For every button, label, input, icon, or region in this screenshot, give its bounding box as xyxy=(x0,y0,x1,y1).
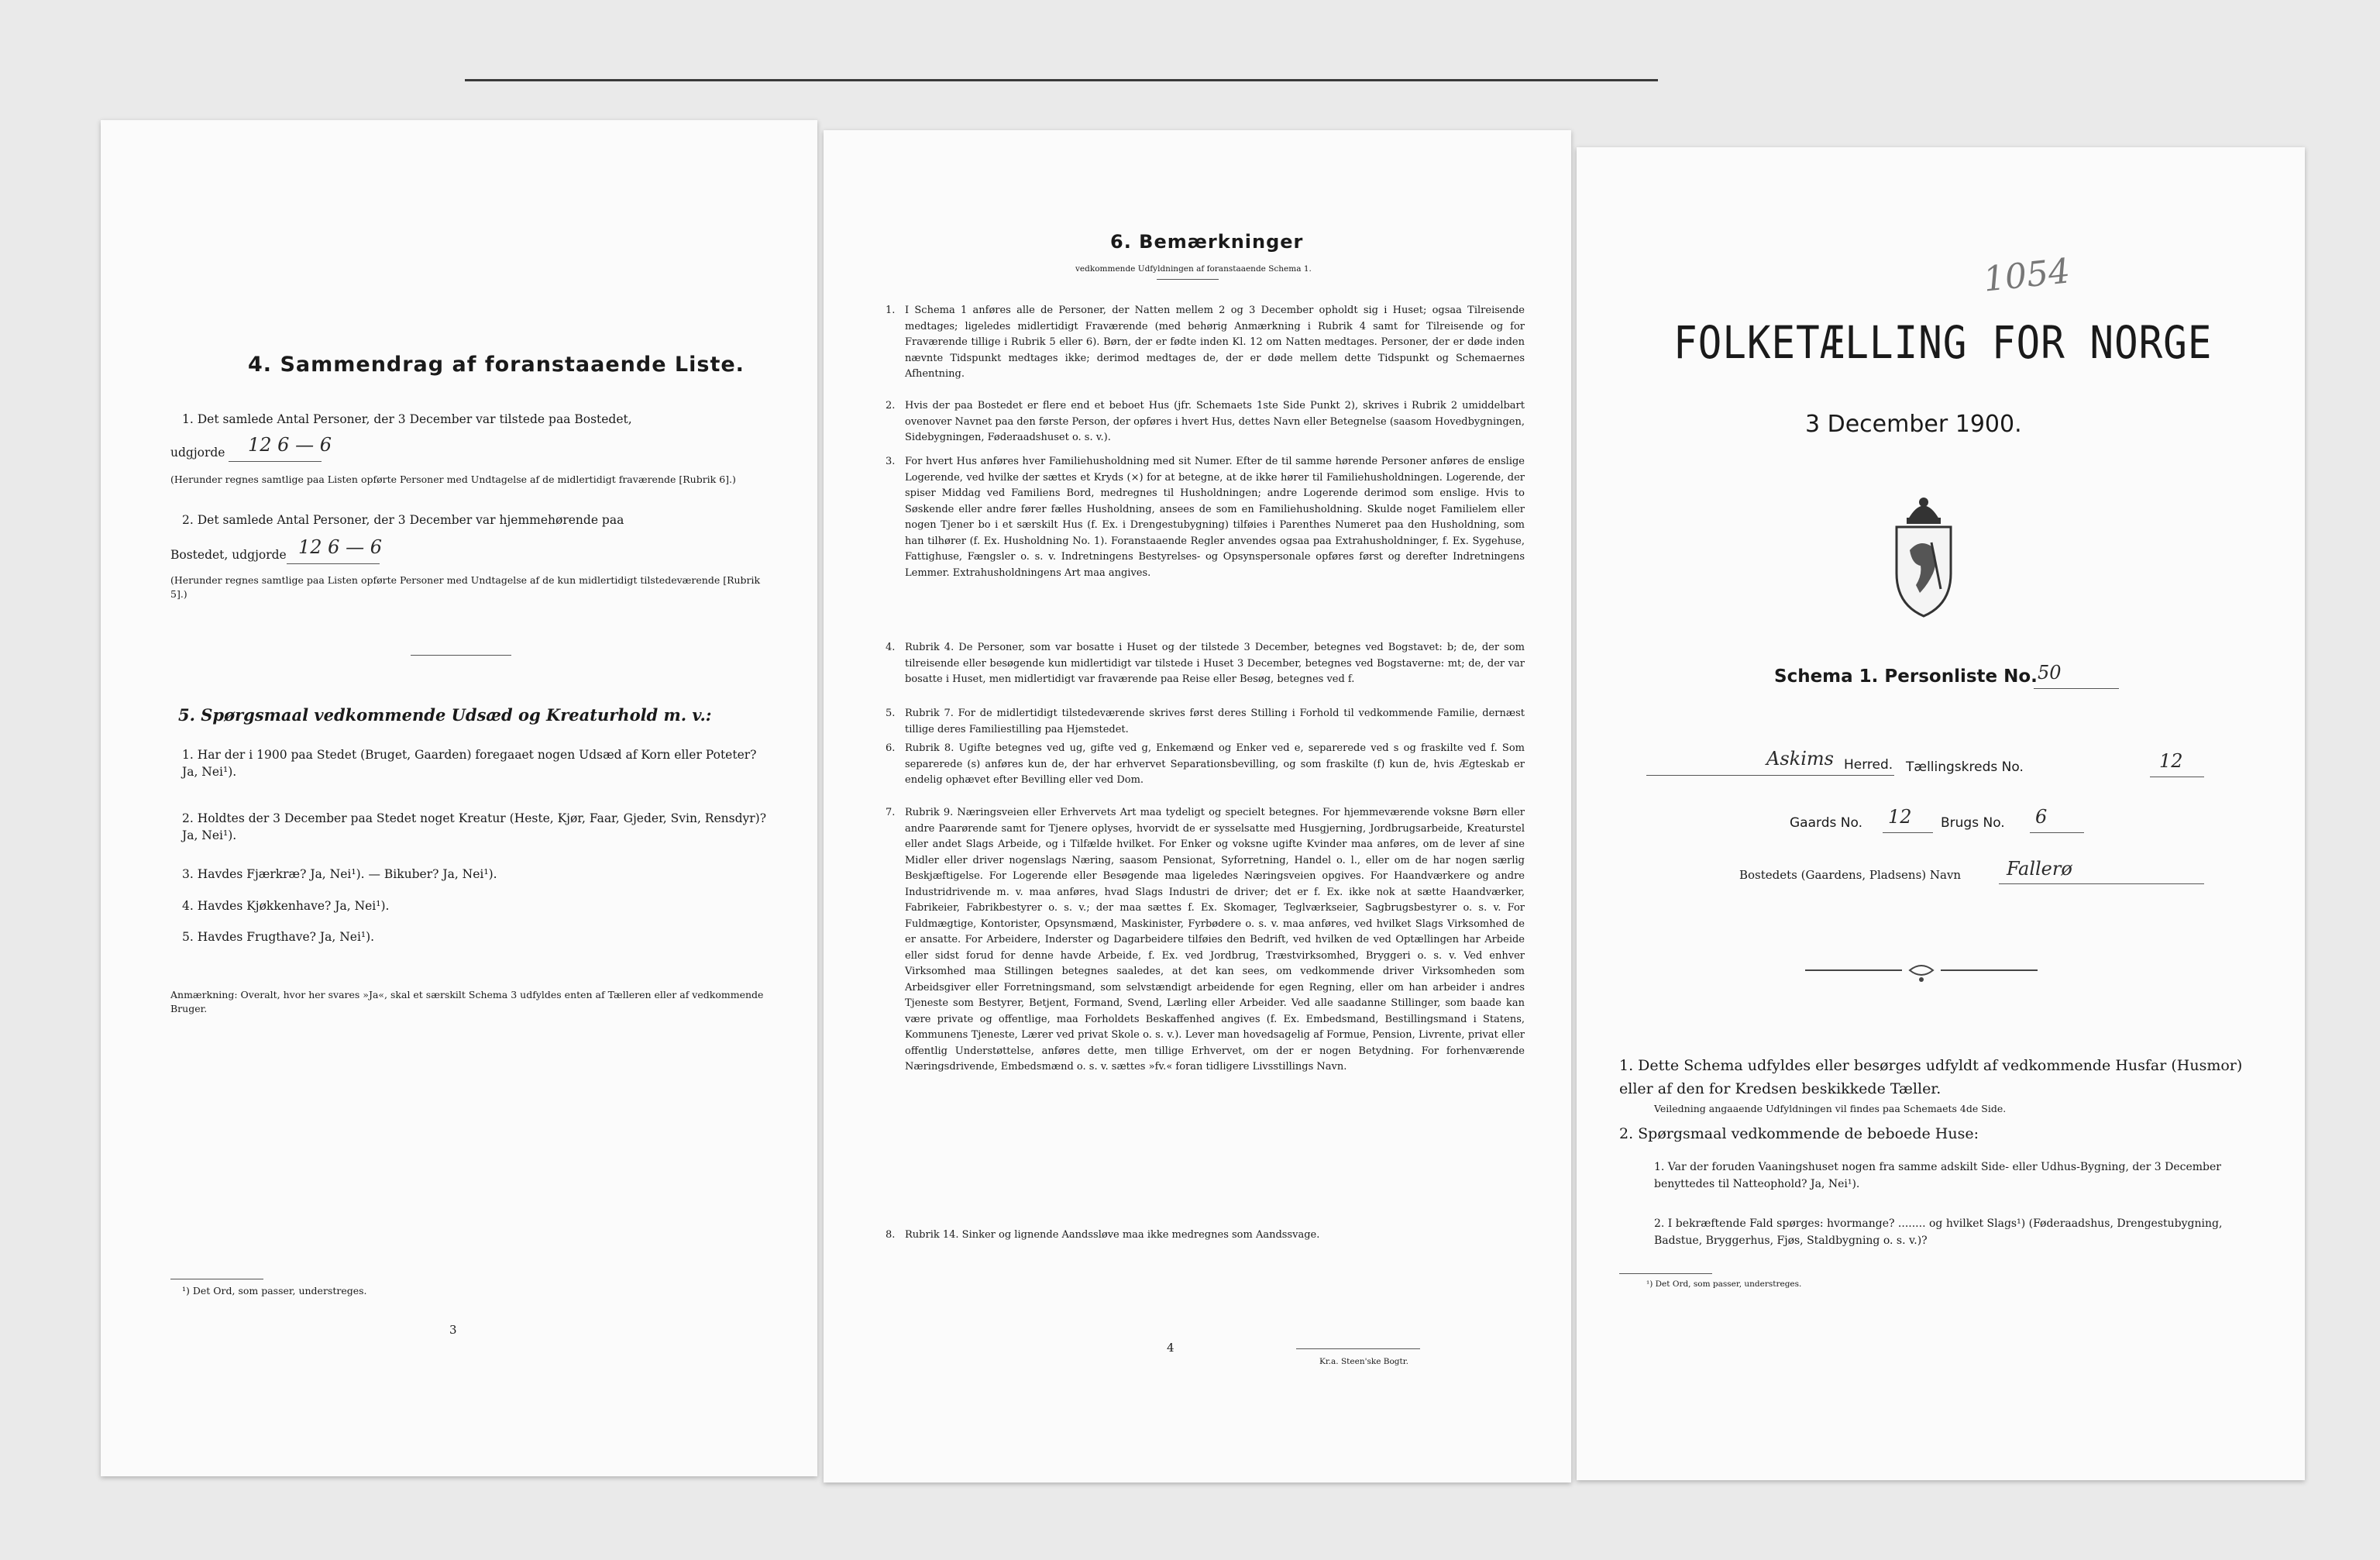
remark-item: I Schema 1 anføres alle de Personer, der Natten mellem 2 og 3 December opholdt sig i Huset; ogsaa Tilreisende medtages; ligeledes midlertidigt Fraværende (med behørig Anmærkning i Rubrik 4 samt for Tilreisende og for Fraværende tillige i Rubrik 5 eller 6). Børn, der er fødte inden Kl. 12 om Natten medtages. Personer, der er døde inden nævnte Tidspunkt medtages ikke; derimod medtages de, der er døde mellem dette Tidspunkt og Schemaernes Afhentning. xyxy=(905,305,1525,380)
gaards-number: 12 xyxy=(1888,806,1912,828)
schema-label: Schema 1. Personliste No. xyxy=(1774,666,2038,687)
remark-item: Rubrik 14. Sinker og lignende Aandssløve maa ikke medregnes som Aandssvage. xyxy=(905,1229,1320,1241)
instruction-1-note: Veiledning angaaende Udfyldningen vil findes paa Schemaets 4de Side. xyxy=(1654,1103,2007,1114)
census-date: 3 December 1900. xyxy=(1805,411,2022,438)
summary-q2-note: (Herunder regnes samtlige paa Listen opførte Personer med Undtagelse af de kun midlertidigt tilstedeværende [Rubrik 5].) xyxy=(170,574,761,600)
summary-q2-answer: 12 6 — 6 xyxy=(298,536,382,558)
remark-item: Rubrik 8. Ugifte betegnes ved ug, gifte ved g, Enkemænd og Enker ved e, separerede ved s og fraskilte ved f. Som separerede (s) anføres kun de, der har erhvervet Separationsbevilling, og som fraskilte (f) kun de, hvis Ægteskab er endelig ophævet efter Bevilling eller ved Dom. xyxy=(905,742,1525,786)
summary-q1-note: (Herunder regnes samtlige paa Listen opførte Personer med Undtagelse af de midlertidigt fraværende [Rubrik 6].) xyxy=(170,474,736,485)
summary-q2-cont: Bostedet, udgjorde xyxy=(170,548,287,562)
footnote-rule xyxy=(1619,1273,1712,1274)
archive-number: 1054 xyxy=(1981,251,2072,300)
item-number: 3. xyxy=(886,456,896,467)
remark-item: Rubrik 7. For de midlertidigt tilstedeværende skrives først deres Stilling i Forhold til vedkommende Familie, dernæst tillige deres Familiestilling paa Hjemstedet. xyxy=(905,708,1525,735)
s5-q1: 1. Har der i 1900 paa Stedet (Bruget, Gaarden) foregaaet nogen Udsæd af Korn eller Poteter? Ja, Nei¹). xyxy=(182,748,757,779)
gaards-label: Gaards No. xyxy=(1790,815,1862,831)
remark-item: For hvert Hus anføres hver Familiehusholdning med sit Numer. Efter de til samme hørende Personer anføres de enslige Logerende, ved hvilke der sættes et Kryds (×) for at betegne, at de ikke hører til Familiehusholdningen. Logerende, der spiser Middag ved Familiens Bord, medregnes til Husholdningen; andre Logerende derimod som enslige. Hvis to Søskende eller andre fører fælles Husholdning, ansees de som en Familiehusholdning. Skulde noget Familielem eller nogen Tjener bo i et særskilt Hus (f. Ex. i Drengestubygning) tilføies i Parenthes Numeret paa den Husholdning, som han tilhører (f. Ex. Husholdning No. 1). Foranstaaende Regler anvendes ogsaa paa Extrahusholdninger, f. Ex. Sygehuse, Fattighuse, Fængsler o. s. v. Indretningens Bestyrelses- og Opsynspersonale opføres først og derefter Indretningens Lemmer. Extrahusholdningens Art maa angives. xyxy=(905,456,1525,579)
section-divider xyxy=(411,655,511,656)
item-number: 1. xyxy=(886,305,896,316)
page-3 xyxy=(101,120,817,1476)
page-number: 3 xyxy=(449,1323,457,1337)
instruction-2-q1: 1. Var der foruden Vaaningshuset nogen fra samme adskilt Side- eller Udhus-Bygning, der 3 December benyttedes til Natteophold? Ja, Nei¹). xyxy=(1654,1161,2221,1190)
summary-q1-cont: udgjorde xyxy=(170,446,225,460)
page-1-cover xyxy=(1577,147,2305,1480)
remark: Anmærkning: Overalt, hvor her svares »Ja«, skal et særskilt Schema 3 udfyldes enten af Tælleren eller af vedkommende Bruger. xyxy=(170,989,764,1014)
instruction-2-q2: 2. I bekræftende Fald spørges: hvormange? ........ og hvilket Slags¹) (Føderaadshus, Drengestubygning, Badstue, Bryggerhus, Fjøs, Staldbygning o. s. v.)? xyxy=(1654,1217,2223,1247)
item-number: 2. xyxy=(886,400,896,412)
item-number: 8. xyxy=(886,1229,896,1241)
page-number: 4 xyxy=(1167,1341,1175,1355)
personliste-line xyxy=(2034,688,2119,689)
item-number: 6. xyxy=(886,742,896,754)
remarks-title: 6. Bemærkninger xyxy=(1110,231,1304,253)
brugs-label: Brugs No. xyxy=(1941,815,2005,831)
gaards-line xyxy=(1883,832,1933,833)
remark-item: Hvis der paa Bostedet er flere end et beboet Hus (jfr. Schemaets 1ste Side Punkt 2), skrives i Rubrik 2 umiddelbart ovenover Navnet paa den første Person, der opføres i hvert Hus, dettes Navn eller Betegnelse (saasom Hovedbygningen, Sidebygningen, Føderaadshuset o. s. v.). xyxy=(905,400,1525,443)
s5-q4: 4. Havdes Kjøkkenhave? Ja, Nei¹). xyxy=(182,899,390,913)
q1-answer-line xyxy=(229,461,322,462)
section-4-title: 4. Sammendrag af foranstaaende Liste. xyxy=(248,353,745,377)
brugs-line xyxy=(2030,832,2084,833)
bosted-name: Fallerø xyxy=(2007,858,2072,880)
top-rule xyxy=(465,79,1658,81)
printer-mark: Kr.a. Steen'ske Bogtr. xyxy=(1319,1357,1408,1366)
footnote: ¹) Det Ord, som passer, understreges. xyxy=(182,1285,367,1297)
summary-q1: 1. Det samlede Antal Personer, der 3 December var tilstede paa Bostedet, xyxy=(182,412,632,426)
instruction-2: 2. Spørgsmaal vedkommende de beboede Huse: xyxy=(1619,1125,1979,1142)
herred-line xyxy=(1646,775,1894,776)
ornament-divider-icon xyxy=(1805,961,2038,984)
form-title: FOLKETÆLLING FOR NORGE xyxy=(1673,316,2213,369)
bosted-label: Bostedets (Gaardens, Pladsens) Navn xyxy=(1739,868,1962,882)
footnote: ¹) Det Ord, som passer, understreges. xyxy=(1646,1279,1802,1289)
kreds-number: 12 xyxy=(2159,750,2183,772)
instruction-1: 1. Dette Schema udfyldes eller besørges udfyldt af vedkommende Husfar (Husmor) eller af den for Kredsen beskikkede Tæller. xyxy=(1619,1057,2243,1097)
remark-item: Rubrik 9. Næringsveien eller Erhvervets Art maa tydeligt og specielt betegnes. For hjemmeværende voksne Børn eller andre Paarørende samt for Tjenere oplyses, hvorvidt de er sysselsatte med Husgjerning, Jordbrugsarbeide, Kreaturstel eller andet Slags Arbeide, og i Tilfælde hvilket. For Enker og voksne ugifte Kvinder maa anføres, om de lever af sine Midler eller driver nogenslags Næring, saasom Pensionat, Syforretning, Handel o. l., eller om de har nogen særlig Beskjæftigelse. For Logerende eller Besøgende maa ligeledes Næringsveien opgives. For Haandværkere og andre Industridrivende m. v. maa anføres, hvad Slags Industri de driver; det er f. Ex. ikke nok at sætte Haandværker, Fabrikeier, Fabrikbestyrer o. s. v.; der maa sættes f. Ex. Skomager, Teglværkseier, Sagbrugsbestyrer o. s. v. For Fuldmægtige, Kontorister, Opsynsmænd, Maskinister, Fyrbødere o. s. v. maa anføres, ved hvilket Slags Virksomhed de er ansatte. For Arbeidere, Inderster og Dagarbeidere tilføies den Bedrift, ved hvilken de ved Optællingen har Arbeide eller sidst forud for denne havde Arbeide, f. Ex. ved Jordbrug, Træstvirksomhed, Bryggeri o. s. v. Ved enhver Virksomhed maa Stillingen betegnes saaledes, at det kan sees, om vedkommende driver Virksomheden som Arbeidsgiver eller Forretningsmand, som selvstændigt arbeidende for egen Regning, eller om han arbeider i andres Tjeneste som Bestyrer, Betjent, Formand, Svend, Lærling eller Arbeider. Ved alle saadanne Stillinger, som baade kan være private og offentlige, maa Forholdets Beskaffenhed angives (f. Ex. Embedsmand, Bestillingsmand i Statens, Kommunens Tjeneste, Lærer ved privat Skole o. s. v.). Lever man hovedsagelig af Formue, Pension, Livrente, privat eller offentlig Understøttelse, anføres dette, men tillige Erhvervet, om der er nogen Betydning. For forhenværende Næringsdrivende, Embedsmænd o. s. v. sættes »fv.« foran tidligere Livsstillings Navn. xyxy=(905,807,1525,1073)
printer-rule xyxy=(1296,1348,1420,1349)
section-5-title: 5. Spørgsmaal vedkommende Udsæd og Kreaturhold m. v.: xyxy=(178,705,712,725)
brugs-number: 6 xyxy=(2035,806,2048,828)
item-number: 7. xyxy=(886,807,896,818)
s5-q2: 2. Holdtes der 3 December paa Stedet noget Kreatur (Heste, Kjør, Faar, Gjeder, Svin, Rensdyr)? Ja, Nei¹). xyxy=(182,811,767,842)
kreds-label: Tællingskreds No. xyxy=(1906,759,2024,775)
item-number: 5. xyxy=(886,708,896,719)
personliste-number: 50 xyxy=(2038,662,2062,684)
herred-label: Herred. xyxy=(1844,757,1893,773)
remark-item: Rubrik 4. De Personer, som var bosatte i Huset og der tilstede 3 December, betegnes ved Bogstavet: b; de, der som tilreisende eller besøgende kun midlertidigt var tilstede i Huset 3 December, betegnes ved Bogstaverne: mt; de, der var bosatte i Huset, men midlertidigt var fraværende paa Reise eller Besøg, betegnes ved f. xyxy=(905,642,1525,685)
remarks-subtitle: vedkommende Udfyldningen af foranstaaende Schema 1. xyxy=(1075,264,1312,274)
item-number: 4. xyxy=(886,642,896,653)
s5-q5: 5. Havdes Frugthave? Ja, Nei¹). xyxy=(182,930,375,944)
page-4 xyxy=(824,130,1571,1483)
summary-q1-answer: 12 6 — 6 xyxy=(248,434,332,456)
subtitle-rule xyxy=(1157,279,1219,280)
q2-answer-line xyxy=(287,563,380,564)
summary-q2: 2. Det samlede Antal Personer, der 3 December var hjemmehørende paa xyxy=(182,513,624,527)
herred-name: Askims xyxy=(1766,748,1834,770)
coat-of-arms-icon xyxy=(1885,488,1962,620)
s5-q3: 3. Havdes Fjærkræ? Ja, Nei¹). — Bikuber? Ja, Nei¹). xyxy=(182,867,497,881)
bosted-line xyxy=(1999,883,2204,884)
